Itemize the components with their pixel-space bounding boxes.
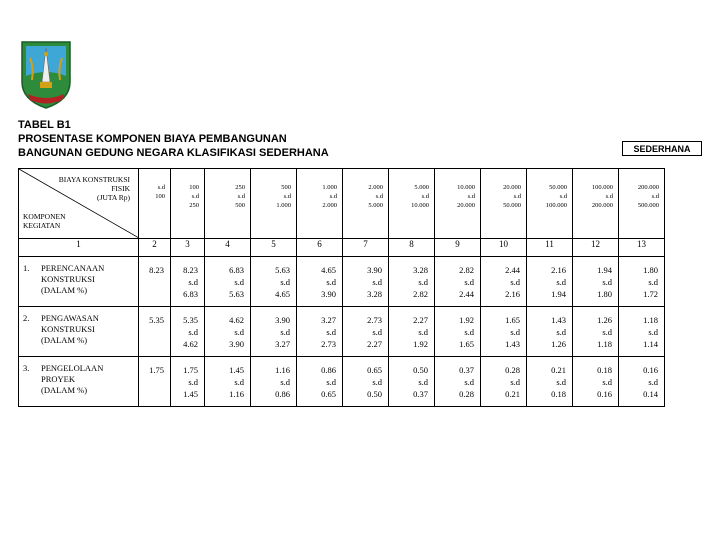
column-number-cell: 13	[619, 239, 665, 257]
percentage-cell: 0.50 s.d 0.37	[389, 357, 435, 407]
component-name: PENGELOLAAN PROYEK (DALAM %)	[41, 363, 104, 395]
percentage-cell: 1.26 s.d 1.18	[573, 307, 619, 357]
column-number-cell: 2	[139, 239, 171, 257]
percentage-cell: 2.73 s.d 2.27	[343, 307, 389, 357]
percentage-cell: 0.37 s.d 0.28	[435, 357, 481, 407]
row-number: 3.	[23, 363, 30, 373]
percentage-cell: 0.18 s.d 0.16	[573, 357, 619, 407]
range-header-cell: 1.000 s.d 2.000	[297, 169, 343, 239]
column-number-cell: 7	[343, 239, 389, 257]
percentage-cell: 3.27 s.d 2.73	[297, 307, 343, 357]
title-line-3: BANGUNAN GEDUNG NEGARA KLASIFIKASI SEDERHANA	[18, 147, 329, 159]
title-line-2: PROSENTASE KOMPONEN BIAYA PEMBANGUNAN	[18, 133, 287, 145]
document-title	[18, 118, 329, 160]
range-header-cell: 100.000 s.d 200.000	[573, 169, 619, 239]
table-row	[19, 357, 707, 407]
row-number: 1.	[23, 263, 30, 273]
component-label-cell	[19, 307, 139, 357]
percentage-cell: 2.82 s.d 2.44	[435, 257, 481, 307]
range-header-cell: 5.000 s.d 10.000	[389, 169, 435, 239]
column-number-cell: 8	[389, 239, 435, 257]
column-number-cell: 1	[19, 239, 139, 257]
column-number-cell: 3	[171, 239, 205, 257]
component-label-cell	[19, 357, 139, 407]
range-header-cell: 50.000 s.d 100.000	[527, 169, 573, 239]
percentage-cell: 2.27 s.d 1.92	[389, 307, 435, 357]
percentage-cell: 0.28 s.d 0.21	[481, 357, 527, 407]
percentage-cell: 3.28 s.d 2.82	[389, 257, 435, 307]
range-header-cell: 10.000 s.d 20.000	[435, 169, 481, 239]
range-header-cell: 250 s.d 500	[205, 169, 251, 239]
percentage-cell: 0.16 s.d 0.14	[619, 357, 665, 407]
percentage-cell: 4.65 s.d 3.90	[297, 257, 343, 307]
component-name: PERENCANAAN KONSTRUKSI (DALAM %)	[41, 263, 105, 295]
percentage-cell: 1.92 s.d 1.65	[435, 307, 481, 357]
column-number-cell: 5	[251, 239, 297, 257]
title-line-1: TABEL B1	[18, 119, 71, 131]
column-number-row	[19, 239, 707, 257]
percentage-cell: 5.35	[139, 307, 171, 357]
corner-header-cell	[19, 169, 139, 239]
percentage-cell: 3.90 s.d 3.27	[251, 307, 297, 357]
column-number-cell: 12	[573, 239, 619, 257]
percentage-cell: 2.44 s.d 2.16	[481, 257, 527, 307]
column-number-cell: 6	[297, 239, 343, 257]
percentage-cell: 1.75 s.d 1.45	[171, 357, 205, 407]
percentage-cell: 1.94 s.d 1.80	[573, 257, 619, 307]
range-header-cell: 500 s.d 1.000	[251, 169, 297, 239]
column-number-cell: 11	[527, 239, 573, 257]
header-row	[19, 169, 707, 239]
row-number: 2.	[23, 313, 30, 323]
percentage-cell: 1.45 s.d 1.16	[205, 357, 251, 407]
percentage-cell: 5.63 s.d 4.65	[251, 257, 297, 307]
percentage-cell: 0.65 s.d 0.50	[343, 357, 389, 407]
table-row	[19, 307, 707, 357]
range-header-cell: 2.000 s.d 5.000	[343, 169, 389, 239]
percentage-cell: 5.35 s.d 4.62	[171, 307, 205, 357]
percentage-cell: 4.62 s.d 3.90	[205, 307, 251, 357]
percentage-cell: 0.86 s.d 0.65	[297, 357, 343, 407]
percentage-cell: 6.83 s.d 5.63	[205, 257, 251, 307]
range-header-cell: 100 s.d 250	[171, 169, 205, 239]
percentage-cell: 1.75	[139, 357, 171, 407]
range-header-cell: s.d 100	[139, 169, 171, 239]
table-row	[19, 257, 707, 307]
percentage-cell: 1.43 s.d 1.26	[527, 307, 573, 357]
percentage-cell: 1.18 s.d 1.14	[619, 307, 665, 357]
column-number-cell: 9	[435, 239, 481, 257]
component-label-cell	[19, 257, 139, 307]
column-number-cell: 10	[481, 239, 527, 257]
percentage-cell: 8.23 s.d 6.83	[171, 257, 205, 307]
corner-top-label: BIAYA KONSTRUKSI FISIK (JUTA Rp)	[58, 175, 130, 202]
percentage-cell: 2.16 s.d 1.94	[527, 257, 573, 307]
east-java-emblem-icon	[16, 38, 76, 110]
percentage-cell: 3.90 s.d 3.28	[343, 257, 389, 307]
range-header-cell: 200.000 s.d 500.000	[619, 169, 665, 239]
percentage-cell: 1.16 s.d 0.86	[251, 357, 297, 407]
column-number-cell: 4	[205, 239, 251, 257]
classification-badge: SEDERHANA	[622, 141, 702, 156]
percentage-cell: 1.65 s.d 1.43	[481, 307, 527, 357]
percentage-cell: 0.21 s.d 0.18	[527, 357, 573, 407]
percentage-cell: 1.80 s.d 1.72	[619, 257, 665, 307]
percentage-cell: 8.23	[139, 257, 171, 307]
component-cost-table	[18, 168, 707, 407]
component-name: PENGAWASAN KONSTRUKSI (DALAM %)	[41, 313, 99, 345]
range-header-cell: 20.000 s.d 50.000	[481, 169, 527, 239]
corner-bottom-label: KOMPONEN KEGIATAN	[23, 212, 66, 230]
